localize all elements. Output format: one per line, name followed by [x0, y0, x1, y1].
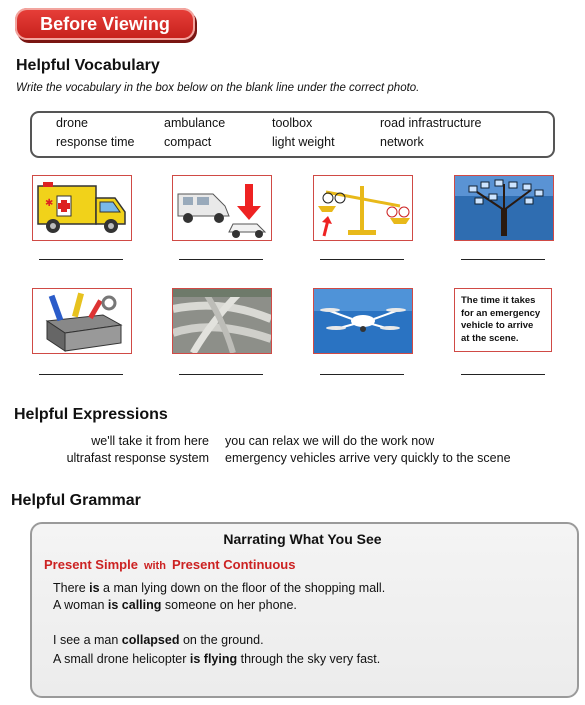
vocab-word: road infrastructure: [380, 116, 482, 130]
example-text: There: [53, 581, 90, 595]
drone-icon: [314, 289, 412, 353]
vocab-word: ambulance: [164, 116, 226, 130]
grammar-example: [53, 581, 385, 595]
vocab-word: response time: [56, 135, 135, 149]
example-text: A small drone helicopter: [53, 652, 190, 666]
present-continuous-label: Present Continuous: [171, 557, 296, 572]
grammar-example: [53, 598, 297, 612]
svg-text:✱: ✱: [45, 198, 54, 209]
example-verb: collapsed: [121, 633, 180, 647]
answer-blank[interactable]: [461, 374, 545, 375]
balance-scale-icon: [314, 176, 412, 240]
toolbox-icon: [33, 289, 131, 353]
expression-phrases: [20, 433, 209, 467]
example-verb: is flying: [189, 652, 238, 666]
vocabulary-heading: Helpful Vocabulary: [16, 57, 160, 74]
vocab-word: network: [380, 135, 424, 149]
expression-meanings: [225, 433, 511, 467]
with-label: with: [143, 560, 166, 572]
example-text: a man lying down on the floor of the shopping mall.: [99, 581, 386, 595]
expression-phrase: ultrafast response system: [66, 451, 209, 465]
expression-meaning: emergency vehicles arrive very quickly to the scene: [225, 451, 511, 465]
vocab-word: toolbox: [272, 116, 313, 130]
definition-line: vehicle to arrive: [461, 320, 534, 332]
vocab-word: compact: [164, 135, 212, 149]
compact-cars-photo: [172, 175, 272, 241]
answer-blank[interactable]: [320, 374, 404, 375]
drone-photo: [313, 288, 413, 354]
vocab-word: drone: [56, 116, 88, 130]
grammar-box-title: Narrating What You See: [223, 531, 382, 547]
definition-line: at the scene.: [461, 332, 519, 344]
example-text: someone on her phone.: [161, 598, 297, 612]
expression-meaning: you can relax we will do the work now: [225, 434, 435, 448]
expression-phrase: we'll take it from here: [91, 434, 209, 448]
light-weight-scale-photo: [313, 175, 413, 241]
answer-blank[interactable]: [179, 374, 263, 375]
example-text: I see a man: [53, 633, 122, 647]
vocabulary-instruction: Write the vocabulary in the box below on the blank line under the correct photo.: [16, 82, 420, 94]
answer-blank[interactable]: [179, 259, 263, 260]
expressions-heading: Helpful Expressions: [14, 406, 168, 423]
definition-line: The time it takes: [461, 295, 536, 306]
grammar-subtitle: [44, 557, 295, 572]
grammar-heading: Helpful Grammar: [11, 492, 141, 509]
ambulance-icon: [33, 176, 131, 240]
toolbox-photo: [32, 288, 132, 354]
answer-blank[interactable]: [461, 259, 545, 260]
answer-blank[interactable]: [320, 259, 404, 260]
example-text: on the ground.: [179, 633, 264, 647]
answer-blank[interactable]: [39, 374, 123, 375]
ambulance-photo: [32, 175, 132, 241]
grammar-example: [53, 652, 380, 666]
grammar-example: [53, 633, 264, 647]
before-viewing-banner: Before Viewing: [15, 8, 195, 40]
example-text: A woman: [53, 598, 108, 612]
road-infrastructure-photo: [172, 288, 272, 354]
network-tree-photo: [454, 175, 554, 241]
van-and-car-icon: [173, 176, 271, 240]
example-verb: is: [89, 581, 100, 595]
vocabulary-word-list: [56, 116, 526, 149]
network-tree-icon: [455, 176, 553, 240]
response-time-definition: [454, 288, 552, 352]
highway-interchange-icon: [173, 289, 271, 353]
definition-line: for an emergency: [461, 307, 541, 319]
vocab-word: light weight: [272, 135, 335, 149]
present-simple-label: Present Simple: [44, 557, 138, 572]
example-text: through the sky very fast.: [237, 652, 381, 666]
answer-blank[interactable]: [39, 259, 123, 260]
example-verb: is calling: [107, 598, 162, 612]
